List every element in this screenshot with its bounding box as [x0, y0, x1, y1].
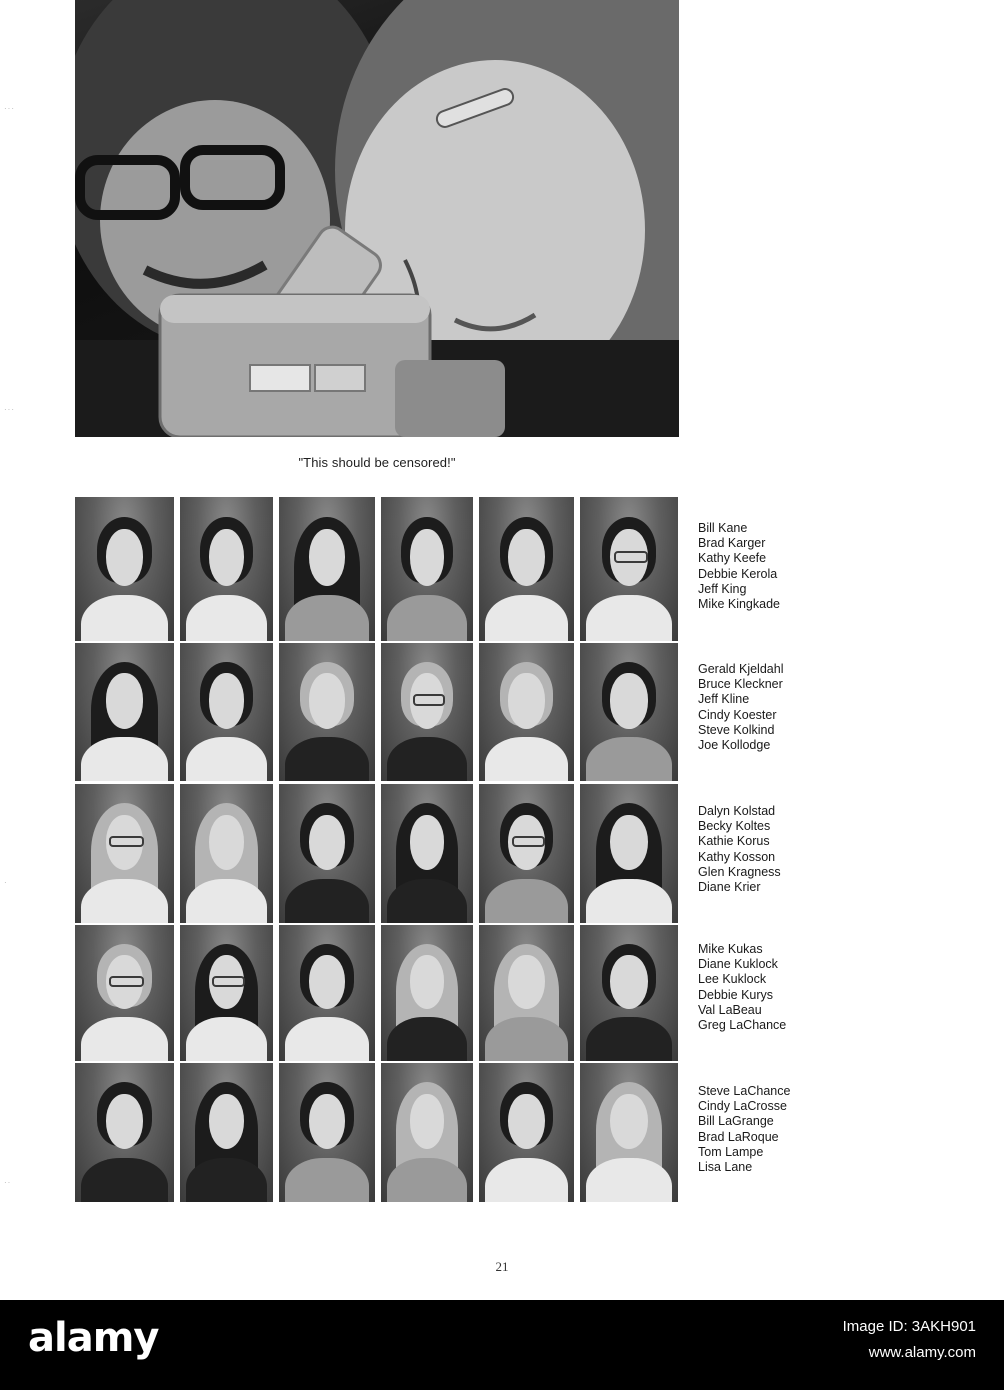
student-name: Steve Kolkind: [698, 722, 775, 737]
student-portrait: [180, 1063, 273, 1202]
student-name: Jeff King: [698, 581, 747, 596]
student-name: Lee Kuklock: [698, 972, 767, 987]
student-portrait: [580, 497, 678, 641]
student-name: Tom Lampe: [698, 1144, 764, 1159]
student-name: Kathy Keefe: [698, 551, 767, 566]
name-list: [698, 1084, 858, 1175]
student-portrait: [75, 643, 174, 781]
watermark-footer: [0, 1300, 1004, 1390]
student-portrait: [180, 925, 273, 1061]
student-portrait: [75, 925, 174, 1061]
student-name: Bill LaGrange: [698, 1114, 774, 1129]
student-name: Kathy Kosson: [698, 849, 776, 864]
student-name: Debbie Kurys: [698, 987, 774, 1002]
name-list: [698, 662, 858, 753]
scan-mark: ···: [4, 104, 15, 113]
student-portrait: [279, 643, 375, 781]
student-portrait: [381, 784, 473, 923]
scan-mark: ···: [4, 405, 15, 414]
student-portrait: [381, 497, 473, 641]
scan-mark: ··: [4, 1178, 12, 1187]
name-list: [698, 804, 858, 895]
student-name: Diane Krier: [698, 880, 761, 895]
watermark-image-id: Image ID: 3AKH901: [842, 1318, 976, 1335]
student-portrait: [479, 497, 574, 641]
student-name: Bruce Kleckner: [698, 677, 783, 692]
student-name: Lisa Lane: [698, 1160, 753, 1175]
student-name: Mike Kingkade: [698, 597, 780, 612]
photo-caption: "This should be censored!": [298, 455, 456, 470]
student-portrait: [580, 643, 678, 781]
student-name: Kathie Korus: [698, 834, 770, 849]
student-name: Greg LaChance: [698, 1018, 787, 1033]
student-name: Gerald Kjeldahl: [698, 662, 784, 676]
student-name: Cindy Koester: [698, 707, 777, 722]
watermark-brand: alamy: [28, 1315, 159, 1361]
student-name: Joe Kollodge: [698, 738, 771, 753]
student-portrait: [479, 784, 574, 923]
student-name: Mike Kukas: [698, 942, 763, 956]
student-portrait: [479, 643, 574, 781]
student-portrait: [479, 925, 574, 1061]
student-portrait: [381, 1063, 473, 1202]
student-portrait: [479, 1063, 574, 1202]
student-name: Dalyn Kolstad: [698, 804, 776, 818]
name-list: [698, 942, 858, 1033]
student-name: Steve LaChance: [698, 1084, 791, 1098]
student-portrait: [279, 497, 375, 641]
scan-mark: ·: [4, 878, 8, 887]
student-name: Becky Koltes: [698, 819, 771, 834]
student-portrait: [279, 784, 375, 923]
student-portrait: [381, 643, 473, 781]
student-name: Cindy LaCrosse: [698, 1099, 787, 1114]
student-portrait: [75, 784, 174, 923]
student-portrait: [279, 1063, 375, 1202]
student-portrait: [279, 925, 375, 1061]
student-portrait: [180, 643, 273, 781]
student-name: Debbie Kerola: [698, 566, 778, 581]
student-portrait: [180, 784, 273, 923]
name-list: [698, 521, 858, 612]
student-portrait: [180, 497, 273, 641]
watermark-site: www.alamy.com: [868, 1344, 976, 1361]
student-name: Diane Kuklock: [698, 957, 778, 972]
hero-photo: [75, 0, 679, 437]
student-portrait: [75, 497, 174, 641]
student-portrait: [75, 1063, 174, 1202]
student-name: Jeff Kline: [698, 692, 750, 707]
hero-photo-illustration: [75, 0, 679, 437]
student-portrait: [580, 1063, 678, 1202]
page-number: 21: [495, 1259, 509, 1274]
student-portrait: [580, 925, 678, 1061]
student-name: Brad LaRoque: [698, 1129, 779, 1144]
student-name: Glen Kragness: [698, 864, 781, 879]
student-name: Val LaBeau: [698, 1002, 762, 1017]
student-name: Bill Kane: [698, 521, 748, 535]
student-portrait: [580, 784, 678, 923]
student-name: Brad Karger: [698, 536, 766, 551]
student-portrait: [381, 925, 473, 1061]
